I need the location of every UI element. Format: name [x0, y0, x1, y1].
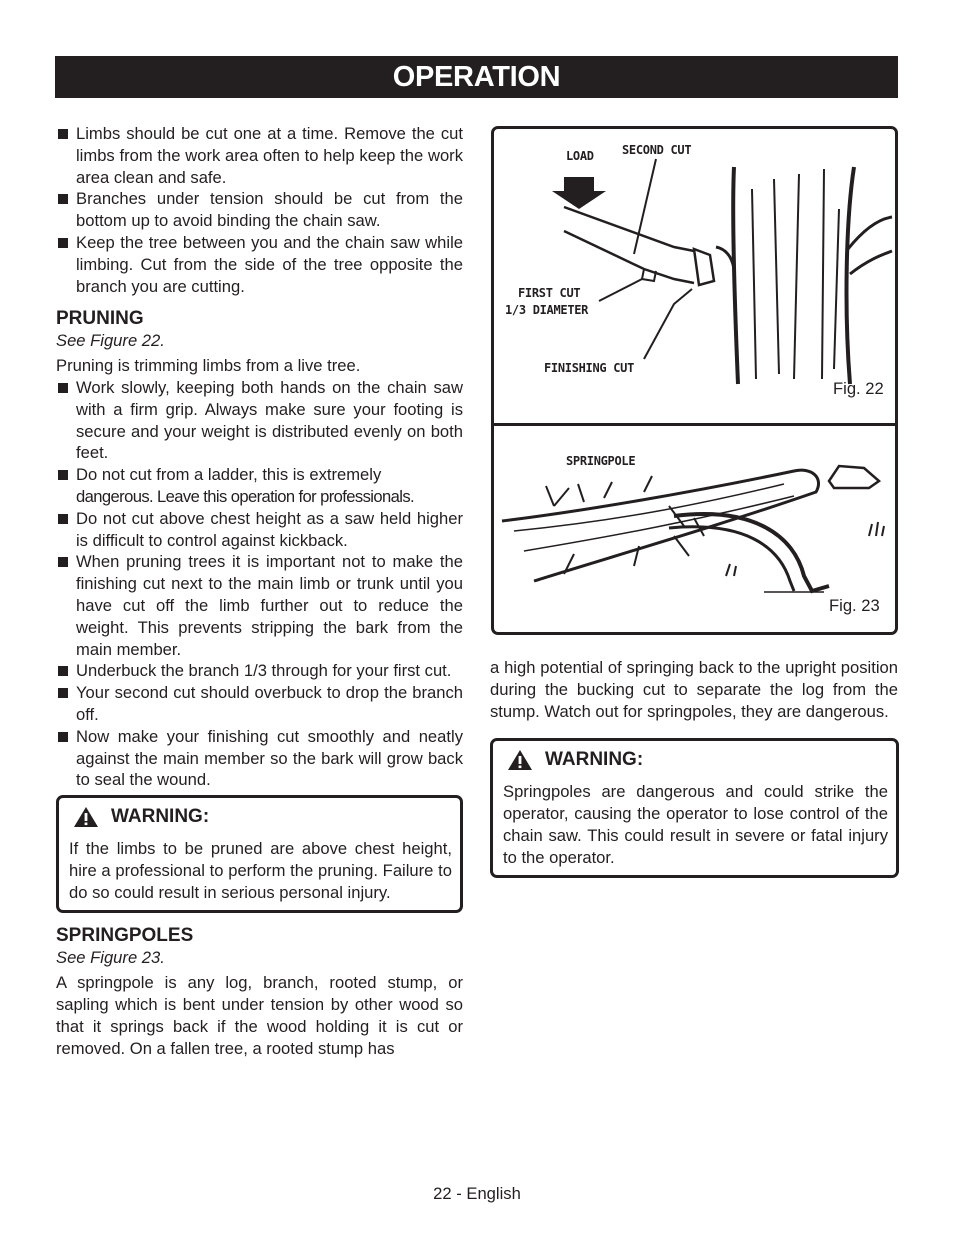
- list-item: Now make your finishing cut smoothly and neatly against the main member so the bark will grow back to seal the wound.: [56, 726, 463, 791]
- warning-title-text: WARNING:: [545, 749, 644, 771]
- list-item: Do not cut above chest height as a saw held higher is difficult to control against kickback.: [56, 508, 463, 552]
- warning-title: [507, 749, 888, 771]
- label-finishing-cut: FINISHING CUT: [544, 361, 635, 375]
- list-item: Work slowly, keeping both hands on the chain saw with a firm grip. Always make sure your footing is secure and your weight is distributed evenly on both feet.: [56, 377, 463, 464]
- list-item: Keep the tree between you and the chain saw while limbing. Cut from the side of the tree opposite the branch you are cutting.: [56, 232, 463, 297]
- warning-text: If the limbs to be pruned are above chest height, hire a professional to perform the pruning. Failure to do so could result in serious personal injury.: [69, 839, 452, 902]
- warning-text: Springpoles are dangerous and could strike the operator, causing the operator to lose control of the chain saw. This could result in severe or fatal injury to the operator.: [503, 782, 888, 867]
- warning-title: [73, 806, 452, 828]
- label-load: LOAD: [566, 149, 594, 163]
- page-number: 22 - English: [433, 1184, 521, 1203]
- list-item: [56, 464, 463, 508]
- list-item: Limbs should be cut one at a time. Remove the cut limbs from the work area often to help keep the work area clean and safe.: [56, 123, 463, 188]
- warning-triangle-icon: [507, 749, 533, 771]
- fig22-caption: Fig. 22: [833, 379, 884, 398]
- left-column: [56, 123, 463, 1059]
- label-first-cut: FIRST CUT: [518, 286, 581, 300]
- pruning-list: [56, 377, 463, 791]
- list-item: Underbuck the branch 1/3 through for your first cut.: [56, 660, 463, 682]
- right-column: [490, 657, 898, 878]
- pruning-intro: Pruning is trimming limbs from a live tree.: [56, 356, 361, 376]
- springpoles-see-figure: See Figure 23.: [56, 947, 165, 967]
- list-item-line: Do not cut from a ladder, this is extremely: [76, 465, 382, 485]
- list-item: When pruning trees it is important not to make the finishing cut next to the main limb or trunk until you have cut off the limb further out to reduce the weight. This prevents stripping the bark from the main member.: [56, 551, 463, 660]
- limbing-list: [56, 123, 463, 297]
- label-first-cut-diameter: 1/3 DIAMETER: [505, 303, 589, 317]
- label-second-cut: SECOND CUT: [622, 143, 692, 157]
- pruning-see-figure: See Figure 22.: [56, 331, 165, 351]
- warning-title-text: WARNING:: [111, 806, 210, 828]
- pruning-warning-box: [56, 795, 463, 912]
- fig23-caption: Fig. 23: [829, 596, 880, 615]
- label-springpole: SPRINGPOLE: [566, 454, 636, 468]
- figure-box: [491, 126, 898, 635]
- springpoles-heading: SPRINGPOLES: [56, 924, 194, 946]
- springpole-warning-box: [490, 738, 899, 877]
- list-item-line: dangerous. Leave this operation for professionals.: [76, 486, 415, 506]
- list-item: Your second cut should overbuck to drop the branch off.: [56, 682, 463, 726]
- list-item: Branches under tension should be cut from the bottom up to avoid binding the chain saw.: [56, 188, 463, 232]
- warning-triangle-icon: [73, 806, 99, 828]
- springpoles-continued-text: a high potential of springing back to the upright position during the bucking cut to separate the log from the stump. Watch out for springpoles, they are dangerous.: [490, 658, 898, 721]
- page-header: OPERATION: [55, 56, 898, 98]
- springpoles-text: A springpole is any log, branch, rooted stump, or sapling which is bent under tension by other wood so that it springs back if the wood holding it is cut or removed. On a fallen tree, a rooted stump has: [56, 973, 463, 1058]
- pruning-heading: PRUNING: [56, 308, 144, 330]
